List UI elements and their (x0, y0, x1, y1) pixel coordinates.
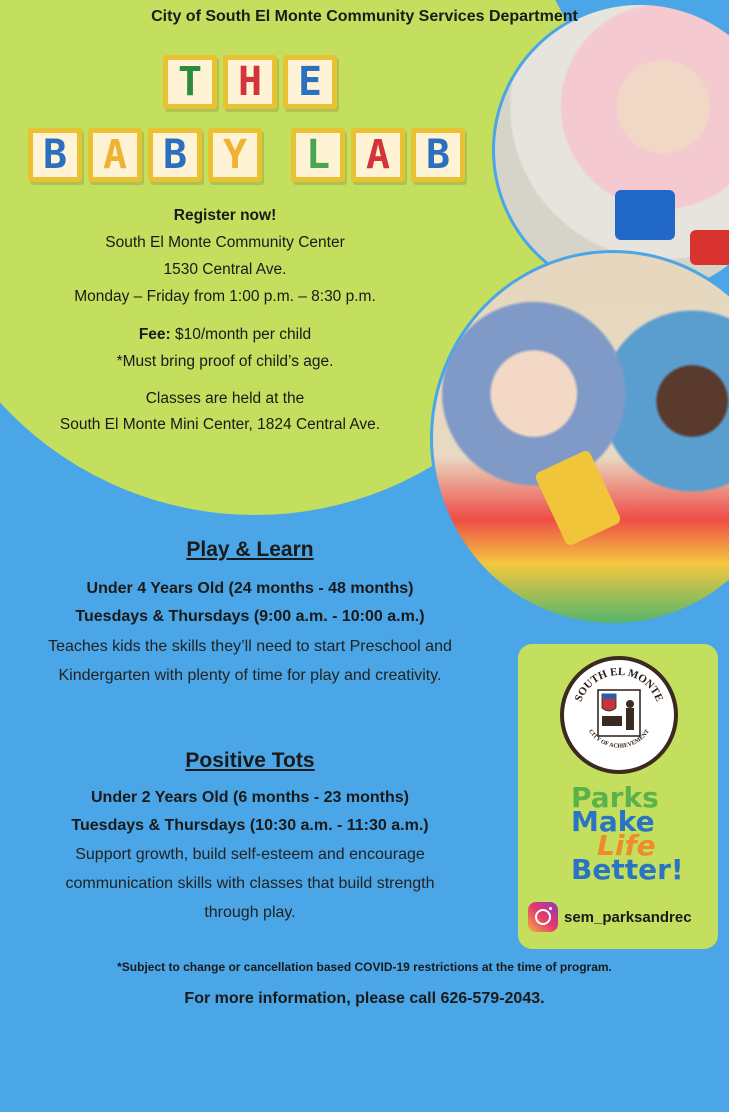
svg-text:CITY OF ACHIEVEMENT: CITY OF ACHIEVEMENT (586, 728, 651, 750)
instagram-icon (528, 902, 558, 932)
play-learn-desc-1: Teaches kids the skills they’ll need to start Preschool and (48, 638, 452, 655)
title-letter-block: A (88, 128, 142, 182)
community-center-name: South El Monte Community Center (105, 234, 345, 251)
play-learn-desc-2: Kindergarten with plenty of time for play and creativity. (58, 667, 442, 684)
fee-label: Fee: (138, 326, 171, 343)
parks-word: Parks (571, 781, 659, 814)
title-letter-block: B (411, 128, 465, 182)
make-word: Make (571, 805, 655, 838)
positive-tots-title: Positive Tots (185, 749, 315, 772)
life-word: Life (597, 829, 656, 862)
positive-tots-desc-3: through play. (204, 904, 296, 921)
title-letter-block: T (163, 55, 217, 109)
positive-tots-desc-2: communication skills with classes that build strength (65, 875, 435, 892)
yellow-toy-block (534, 449, 622, 547)
title-letter-block: B (28, 128, 82, 182)
fee-line (30, 322, 420, 348)
play-learn-schedule: Tuesdays & Thursdays (9:00 a.m. - 10:00 a.m.) (75, 608, 425, 625)
red-toy-block (690, 230, 729, 265)
parks-make-life-better-logo (571, 781, 684, 886)
positive-tots-desc-1: Support growth, build self-esteem and encourage (75, 846, 425, 863)
instagram-handle: sem_parksandrec (564, 908, 692, 926)
community-center-address: 1530 Central Ave. (163, 261, 287, 278)
blue-toy-block (615, 190, 675, 240)
title-letter-block: A (351, 128, 405, 182)
department-header: City of South El Monte Community Services Department (151, 8, 578, 25)
program-hours: Monday – Friday from 1:00 p.m. – 8:30 p.m. (74, 288, 376, 305)
play-learn-title: Play & Learn (186, 538, 314, 561)
instagram-row[interactable] (528, 902, 692, 932)
title-letter-block: H (223, 55, 277, 109)
play-learn-age: Under 4 Years Old (24 months - 48 months) (86, 580, 414, 597)
classes-held-label: Classes are held at the (145, 390, 305, 407)
register-now: Register now! (173, 207, 277, 224)
fee-value: $10/month per child (170, 326, 312, 343)
svg-text:SOUTH EL MONTE: SOUTH EL MONTE (572, 665, 666, 704)
title-letter-block: B (148, 128, 202, 182)
title-letter-block: E (283, 55, 337, 109)
title-letter-block: Y (208, 128, 262, 182)
class-location: South El Monte Mini Center, 1824 Central Ave. (59, 416, 381, 433)
proof-note: *Must bring proof of child’s age. (116, 353, 334, 370)
seal-graphic (564, 660, 674, 770)
city-seal-logo (560, 656, 678, 774)
title-letter-block: L (291, 128, 345, 182)
positive-tots-schedule: Tuesdays & Thursdays (10:30 a.m. - 11:30 a.m.) (71, 817, 429, 834)
better-word: Better! (571, 853, 684, 886)
covid-disclaimer: *Subject to change or cancellation based COVID-19 restrictions at the time of program. (117, 960, 612, 974)
contact-phone-line: For more information, please call 626-579-2043. (184, 990, 545, 1007)
positive-tots-age: Under 2 Years Old (6 months - 23 months) (91, 789, 409, 806)
